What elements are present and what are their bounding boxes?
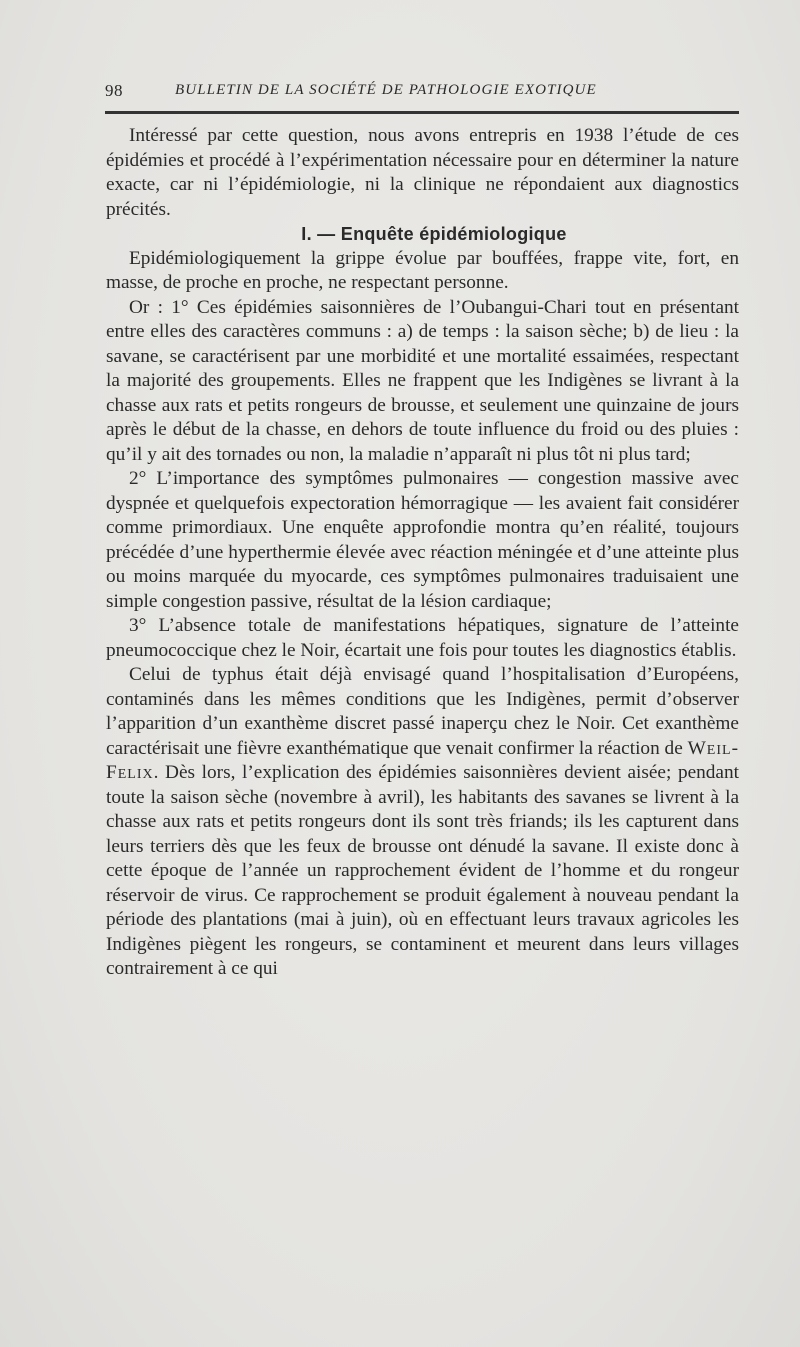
section-heading: I. — Enquête épidémiologique — [301, 224, 567, 244]
header-rule — [105, 111, 739, 114]
paragraph-text: Celui de typhus était déjà envisagé quand l’hospitalisation d’Européens, contaminés dans les mêmes conditions que les Indigènes, permit d’observer l’apparition d’un exanthème discret passé inaperçu chez le Noir. Cet exanthème caractérisait une fièvre exanthématique que venait confirmer la réaction de — [106, 664, 739, 759]
paragraph — [106, 663, 739, 982]
running-title: BULLETIN DE LA SOCIÉTÉ DE PATHOLOGIE EXOTIQUE — [175, 82, 597, 98]
running-header — [105, 81, 738, 107]
paragraph: 2° L’importance des symptômes pulmonaires — congestion massive avec dyspnée et quelquefois expectoration hémorragique — les avaient fait considérer comme primordiaux. Une enquête approfondie montra qu’en réalité, toujours précédée d’une hyperthermie élevée avec réaction méningée et d’une atteinte plus ou moins marquée du myocarde, ces symptômes pulmonaires traduisaient une simple congestion passive, résultat de la lésion cardiaque; — [106, 468, 739, 612]
intro-paragraph: Intéressé par cette question, nous avons entrepris en 1938 l’étude de ces épidémies et procédé à l’expérimentation nécessaire pour en déterminer la nature exacte, car ni l’épidémiologie, ni la clinique ne répondaient aux diagnostics précités. — [106, 125, 739, 220]
author-name: Weil-Felix — [106, 737, 739, 783]
paragraph: Or : 1° Ces épidémies saisonnières de l’Oubangui-Chari tout en présentant entre elles des caractères communs : a) de temps : la saison sèche; b) de lieu : la savane, se caractérisent par une morbidité et une mortalité essaimées, respectant la majorité des groupements. Elles ne frappent que les Indigènes se livrant à la chasse aux rats et petits rongeurs de brousse, et seulement une quinzaine de jours après le début de la chasse, en dehors de toute influence du froid ou des pluies : qu’il y ait des tornades ou non, la maladie n’apparaît ni plus tôt ni plus tard; — [106, 296, 739, 465]
paragraph: Epidémiologiquement la grippe évolue par bouffées, frappe vite, fort, en masse, de proche en proche, ne respectant personne. — [106, 247, 739, 293]
body-text — [106, 124, 739, 982]
paragraph: 3° L’absence totale de manifestations hépatiques, signature de l’atteinte pneumococcique chez le Noir, écartait une fois pour toutes les diagnostics établis. — [106, 615, 739, 661]
paragraph-text: . Dès lors, l’explication des épidémies saisonnières devient aisée; pendant toute la saison sèche (novembre à avril), les habitants des savanes se livrent à la chasse aux rats et petits rongeurs dont ils sont très friands; ils les capturent dans leurs terriers dès que les feux de brousse ont dénudé la savane. Il existe donc à cette époque de l’année un rapprochement évident de l’homme et du rongeur réservoir de virus. Ce rapprochement se produit également à nouveau pendant la période des plantations (mai à juin), où en effectuant leurs travaux agricoles les Indigènes piègent les rongeurs, se contaminent et meurent dans leurs villages contrairement à ce qui — [106, 762, 739, 979]
page-number: 98 — [105, 81, 123, 100]
